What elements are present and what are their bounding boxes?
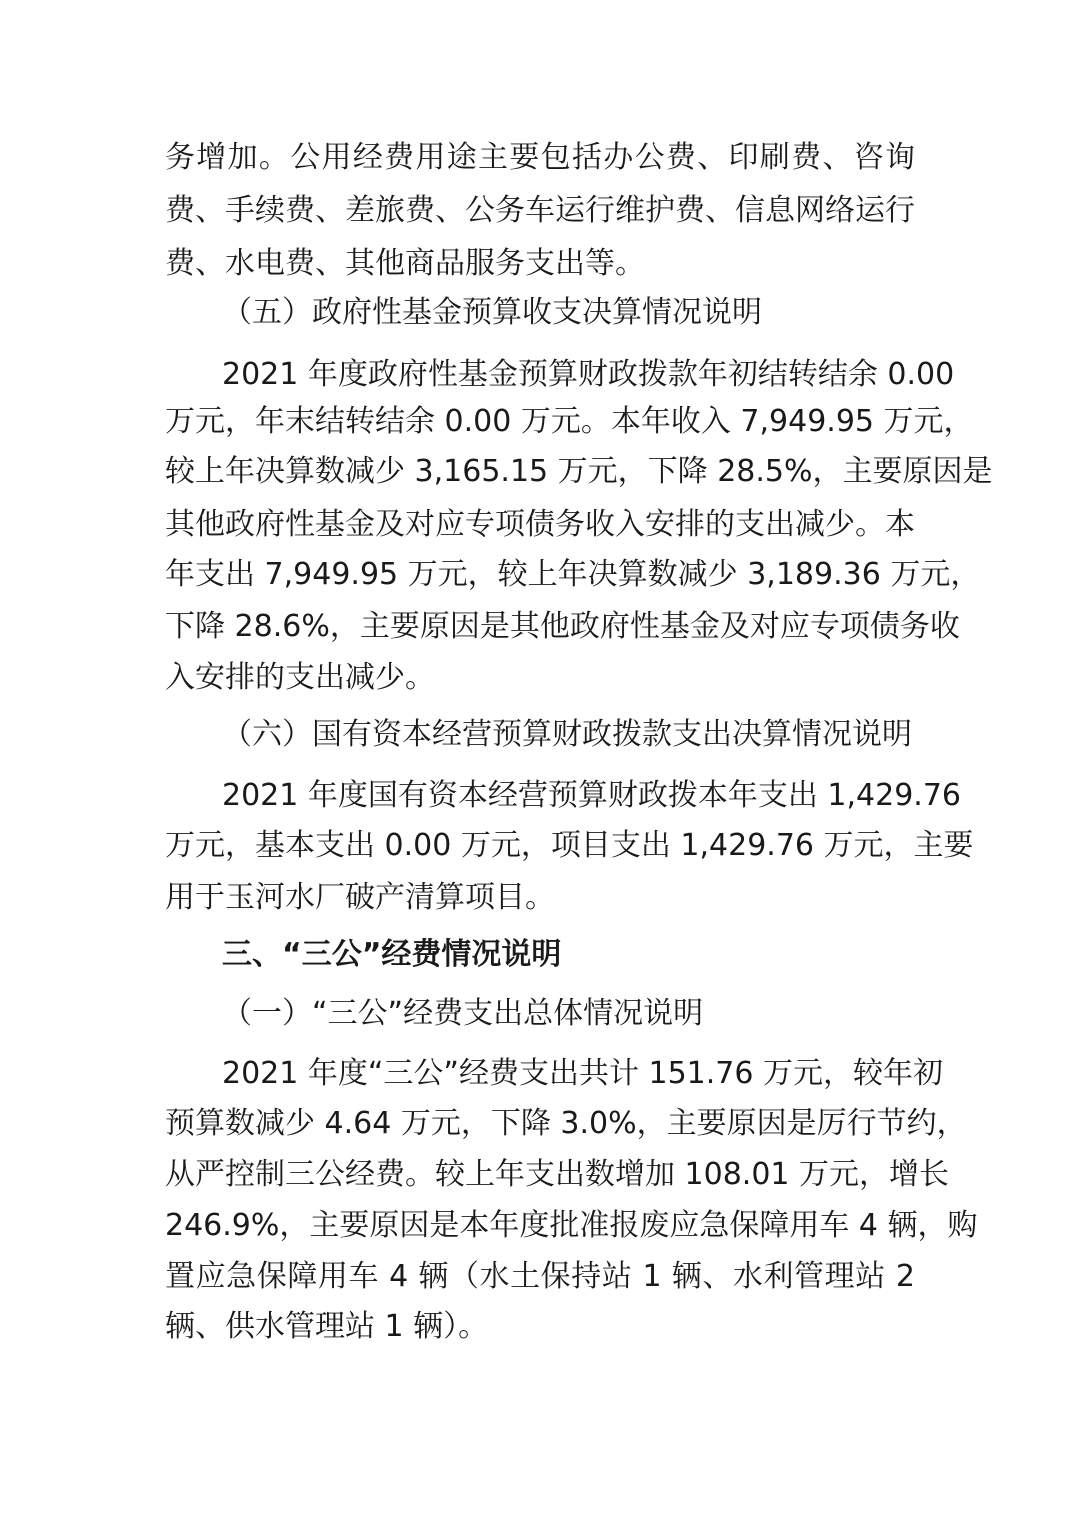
paragraph-line: 从严控制三公经费。较上年支出数增加 108.01 万元，增长 bbox=[165, 1157, 950, 1192]
paragraph-line: 预算数减少 4.64 万元，下降 3.0%，主要原因是厉行节约， bbox=[165, 1106, 967, 1141]
paragraph-line: 下降 28.6%，主要原因是其他政府性基金及对应专项债务收 bbox=[165, 609, 960, 644]
paragraph-line: 费、手续费、差旅费、公务车运行维护费、信息网络运行 bbox=[165, 193, 915, 228]
section-heading-5: （五）政府性基金预算收支决算情况说明 bbox=[222, 295, 762, 330]
paragraph-line: 2021 年度国有资本经营预算财政拨本年支出 1,429.76 bbox=[222, 778, 962, 813]
paragraph-line: 万元，年末结转结余 0.00 万元。本年收入 7,949.95 万元， bbox=[165, 404, 974, 439]
paragraph-line: 置应急保障用车 4 辆（水土保持站 1 辆、水利管理站 2 bbox=[165, 1259, 915, 1294]
paragraph-line: 较上年决算数减少 3,165.15 万元，下降 28.5%，主要原因是 bbox=[165, 454, 993, 489]
section-heading-6: （六）国有资本经营预算财政拨款支出决算情况说明 bbox=[222, 717, 912, 752]
paragraph-line: 2021 年度“三公”经费支出共计 151.76 万元，较年初 bbox=[222, 1056, 944, 1091]
paragraph-line: 246.9%，主要原因是本年度批准报废应急保障用车 4 辆，购 bbox=[165, 1208, 978, 1243]
paragraph-line: 用于玉河水厂破产清算项目。 bbox=[165, 880, 555, 915]
paragraph-line: 入安排的支出减少。 bbox=[165, 660, 435, 695]
paragraph-line: 其他政府性基金及对应专项债务收入安排的支出减少。本 bbox=[165, 507, 915, 542]
paragraph-line: 费、水电费、其他商品服务支出等。 bbox=[165, 246, 645, 281]
paragraph-line: 万元，基本支出 0.00 万元，项目支出 1,429.76 万元，主要 bbox=[165, 828, 974, 863]
section-heading-1: （一）“三公”经费支出总体情况说明 bbox=[222, 996, 704, 1031]
paragraph-line: 务增加。公用经费用途主要包括办公费、印刷费、咨询 bbox=[165, 140, 915, 175]
chapter-heading-3: 三、“三公”经费情况说明 bbox=[222, 937, 562, 972]
paragraph-line: 2021 年度政府性基金预算财政拨款年初结转结余 0.00 bbox=[222, 357, 955, 392]
paragraph-line: 辆、供水管理站 1 辆）。 bbox=[165, 1309, 489, 1344]
paragraph-line: 年支出 7,949.95 万元，较上年决算数减少 3,189.36 万元， bbox=[165, 557, 981, 592]
